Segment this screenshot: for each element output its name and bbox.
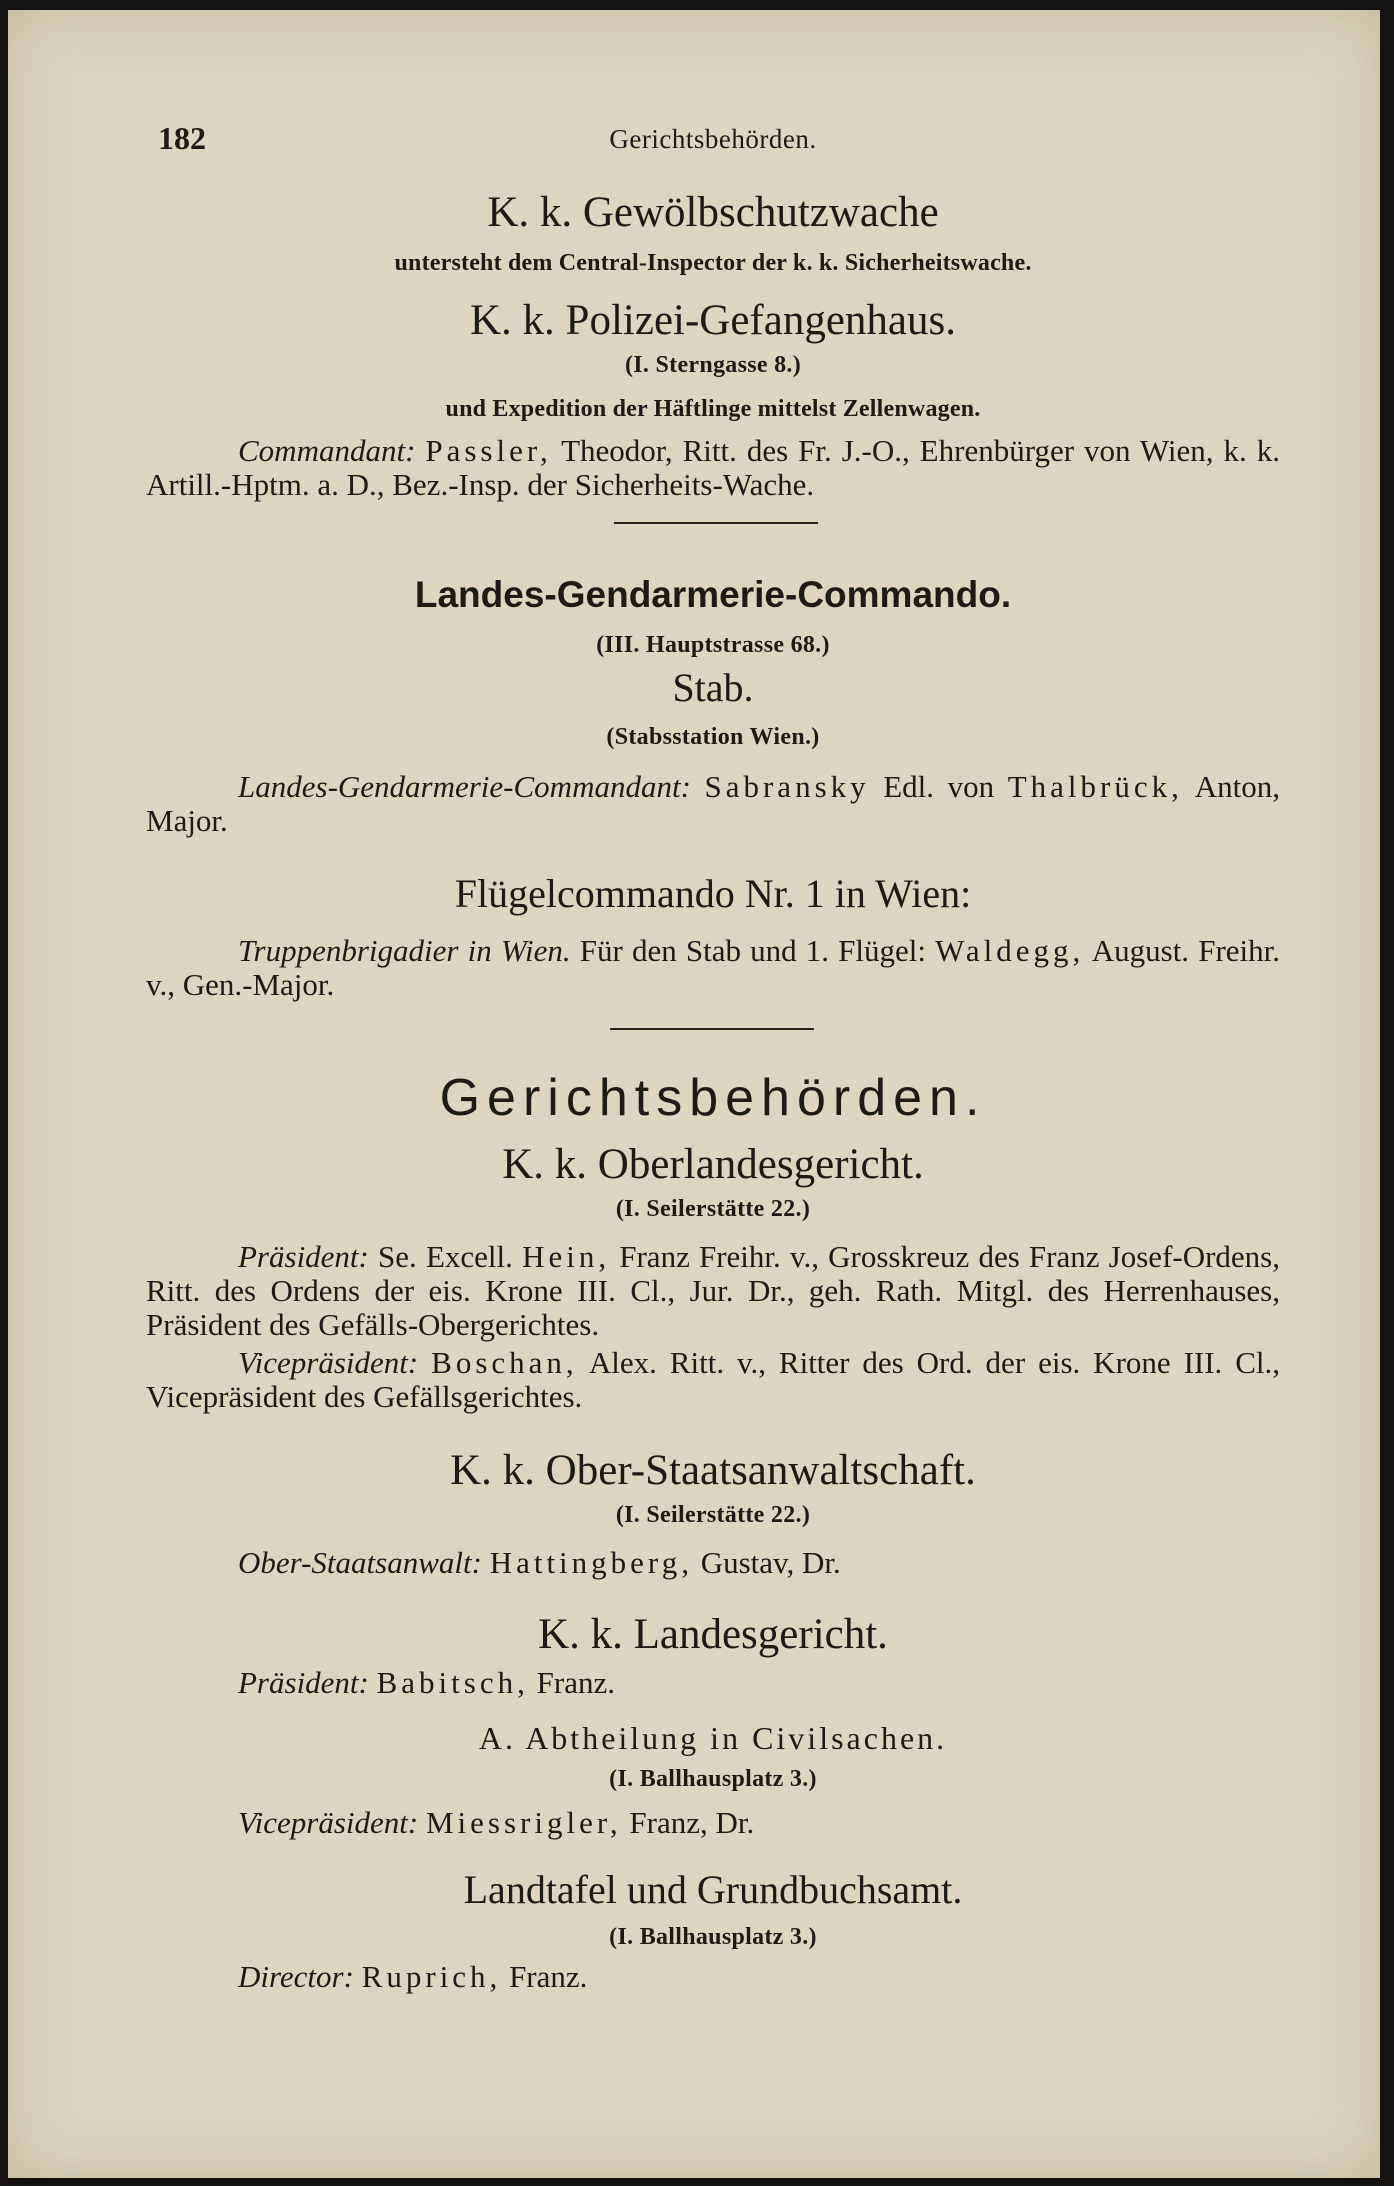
person-name: Miessrigler, bbox=[425, 1805, 622, 1840]
address: (I. Ballhausplatz 3.) bbox=[609, 1924, 817, 1950]
section-note: untersteht dem Central-Inspector der k. k. Sicherheitswache. bbox=[394, 250, 1032, 276]
role-label: Director: bbox=[238, 1959, 354, 1994]
subsection-title-civilsachen: A. Abtheilung in Civilsachen. bbox=[478, 1720, 948, 1756]
person-name: Sabransky bbox=[704, 769, 870, 804]
address: (I. Sterngasse 8.) bbox=[624, 352, 802, 378]
section-title-landtafel: Landtafel und Grundbuchsamt. bbox=[463, 1867, 963, 1912]
running-header bbox=[146, 120, 1280, 160]
entry-details: August. Freihr. v., Gen.-Major. bbox=[146, 933, 1280, 1002]
entry-details: Gustav, Dr. bbox=[692, 1545, 841, 1580]
person-name: Boschan, bbox=[431, 1345, 578, 1380]
entry-vicepraesident-civilsachen bbox=[146, 1806, 1280, 1840]
page-number: 182 bbox=[158, 120, 206, 156]
entry-details: Theodor, Ritt. des Fr. J.-O., Ehrenbürger von Wien, k. k. Artill.-Hptm. a. D., Bez.-Insp. der Sicherheits-Wache. bbox=[146, 433, 1280, 502]
section-title-oberlandesgericht: K. k. Oberlandesgericht. bbox=[502, 1141, 924, 1188]
book-page bbox=[8, 10, 1380, 2178]
person-name: Waldegg, bbox=[935, 933, 1085, 968]
role-label: Truppenbrigadier in Wien. bbox=[238, 933, 571, 968]
role-label: Vicepräsident: bbox=[238, 1805, 419, 1840]
role-label: Präsident: bbox=[238, 1239, 369, 1274]
role-label: Ober-Staatsanwalt: bbox=[238, 1545, 482, 1580]
role-label: Präsident: bbox=[238, 1665, 369, 1700]
chapter-heading: Gerichtsbehörden. bbox=[439, 1069, 987, 1127]
role-label: Vicepräsident: bbox=[238, 1345, 419, 1380]
address: (I. Ballhausplatz 3.) bbox=[609, 1766, 817, 1792]
person-name: Hein, bbox=[522, 1239, 611, 1274]
entry-ober-staatsanwalt bbox=[146, 1546, 1280, 1580]
entry-truppenbrigadier bbox=[146, 934, 1280, 1002]
entry-details: Alex. Ritt. v., Ritter des Ord. der eis. Krone III. Cl., Vicepräsident des Gefällsgerichtes. bbox=[146, 1345, 1281, 1414]
section-title-landes-gendarmerie: Landes-Gendarmerie-Commando. bbox=[414, 574, 1012, 615]
entry-details: Anton, Major. bbox=[146, 769, 1280, 838]
address: (III. Hauptstrasse 68.) bbox=[596, 632, 830, 658]
section-title-landesgericht: K. k. Landesgericht. bbox=[538, 1611, 888, 1658]
address: (Stabsstation Wien.) bbox=[606, 724, 820, 750]
person-name: Thalbrück, bbox=[1007, 769, 1183, 804]
section-title-fluegelcommando: Flügelcommando Nr. 1 in Wien: bbox=[454, 871, 972, 916]
role-label: Landes-Gendarmerie-Commandant: bbox=[238, 769, 691, 804]
entry-details: Franz. bbox=[528, 1665, 615, 1700]
subsection-title-stab: Stab. bbox=[672, 665, 754, 710]
running-title: Gerichtsbehörden. bbox=[609, 124, 817, 154]
entry-commandant bbox=[146, 434, 1280, 502]
section-title-gewoelbschutzwache: K. k. Gewölbschutzwache bbox=[487, 189, 939, 236]
entry-praesident-landesgericht bbox=[146, 1666, 1280, 1700]
address: (I. Seilerstätte 22.) bbox=[615, 1196, 811, 1222]
entry-vicepraesident bbox=[146, 1346, 1280, 1414]
section-divider bbox=[610, 1028, 814, 1030]
person-name: Babitsch, bbox=[376, 1665, 529, 1700]
entry-landes-gendarmerie-commandant bbox=[146, 770, 1280, 838]
person-name: Passler, bbox=[425, 433, 552, 468]
entry-details: Se. Excell. bbox=[368, 1239, 523, 1274]
person-name: Ruprich, bbox=[361, 1959, 502, 1994]
section-title-polizei-gefangenhaus: K. k. Polizei-Gefangenhaus. bbox=[470, 297, 956, 344]
entry-details: Franz Freihr. v., Grosskreuz des Franz Josef-Ordens, Ritt. des Ordens der eis. Krone III. Cl., Jur. Dr., geh. Rath. Mitgl. des Herrenhauses, Präsident des Gefälls-Obergerichtes. bbox=[146, 1239, 1280, 1342]
section-note: und Expedition der Häftlinge mittelst Zellenwagen. bbox=[445, 396, 981, 422]
entry-director bbox=[146, 1960, 1280, 1994]
entry-details: Franz. bbox=[501, 1959, 588, 1994]
entry-details: Für den Stab und 1. Flügel: bbox=[570, 933, 936, 968]
section-title-ober-staatsanwaltschaft: K. k. Ober-Staatsanwaltschaft. bbox=[450, 1447, 976, 1494]
entry-details: Franz, Dr. bbox=[621, 1805, 755, 1840]
entry-praesident bbox=[146, 1240, 1280, 1342]
entry-details: Edl. von bbox=[869, 769, 1008, 804]
section-divider bbox=[614, 522, 818, 524]
address: (I. Seilerstätte 22.) bbox=[615, 1502, 811, 1528]
role-label: Commandant: bbox=[238, 433, 416, 468]
person-name: Hattingberg, bbox=[489, 1545, 693, 1580]
